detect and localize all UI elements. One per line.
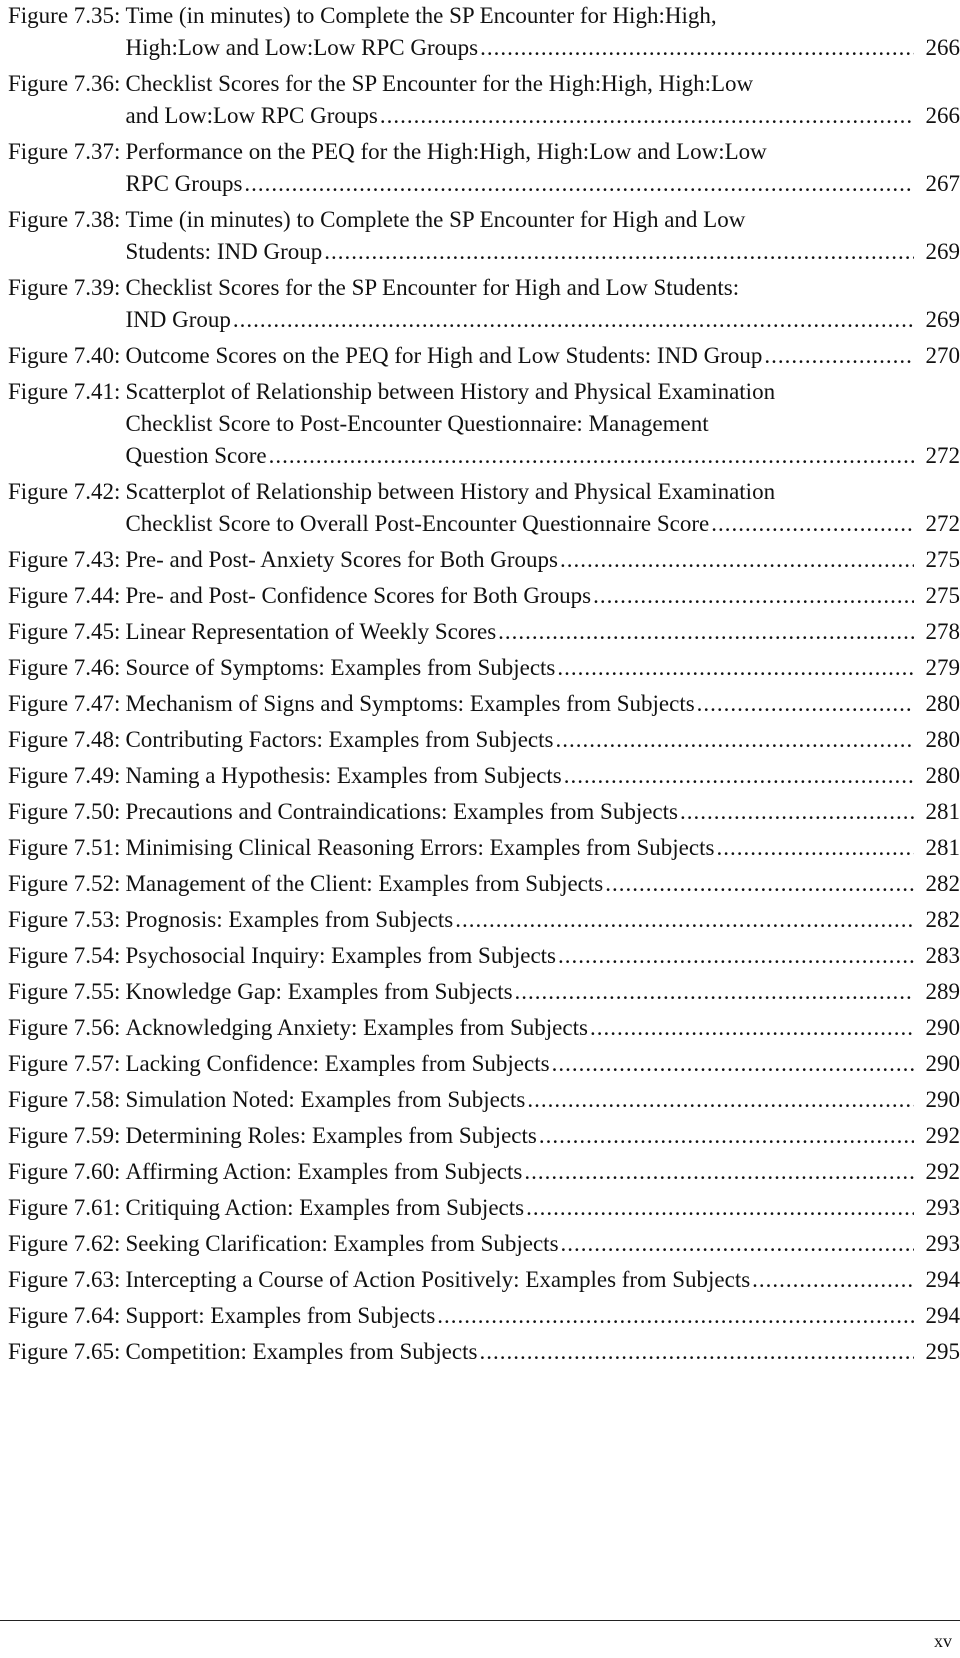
caption-line: Outcome Scores on the PEQ for High and Low Students: IND Group — [125, 343, 763, 368]
caption-last-line — [125, 724, 960, 756]
footer-divider — [0, 1620, 960, 1621]
page-reference[interactable]: 272 — [925, 443, 960, 468]
caption-line: Scatterplot of Relationship between History and Physical Examination — [125, 479, 776, 504]
dot-leader — [552, 1048, 914, 1080]
caption-line: High:Low and Low:Low RPC Groups — [125, 35, 479, 60]
dot-leader — [244, 168, 914, 200]
toc-entry[interactable] — [8, 832, 960, 864]
figure-label: Figure 7.43: — [8, 547, 121, 572]
dot-leader — [590, 1012, 914, 1044]
page-reference[interactable]: 289 — [925, 979, 960, 1004]
dot-leader — [233, 304, 914, 336]
toc-entry[interactable] — [8, 904, 960, 936]
toc-entry[interactable] — [8, 616, 960, 648]
figure-label: Figure 7.52: — [8, 871, 121, 896]
figure-caption — [125, 1012, 960, 1044]
figure-caption — [125, 1300, 960, 1332]
caption-line: Lacking Confidence: Examples from Subjects — [125, 1051, 550, 1076]
caption-line: Time (in minutes) to Complete the SP Encounter for High:High, — [125, 3, 717, 28]
toc-entry[interactable] — [8, 940, 960, 972]
figure-caption — [125, 376, 960, 472]
caption-line: Minimising Clinical Reasoning Errors: Examples from Subjects — [125, 835, 715, 860]
page-reference[interactable]: 290 — [925, 1051, 960, 1076]
figure-label: Figure 7.45: — [8, 619, 121, 644]
figure-label: Figure 7.56: — [8, 1015, 121, 1040]
caption-last-line — [125, 1048, 960, 1080]
toc-entry[interactable] — [8, 1048, 960, 1080]
caption-line: Checklist Scores for the SP Encounter for High and Low Students: — [125, 275, 740, 300]
figure-caption — [125, 904, 960, 936]
dot-leader — [555, 724, 914, 756]
figure-label: Figure 7.46: — [8, 655, 121, 680]
figure-label: Figure 7.60: — [8, 1159, 121, 1184]
figure-caption — [125, 688, 960, 720]
page-reference[interactable]: 294 — [925, 1303, 960, 1328]
caption-line: Question Score — [125, 443, 267, 468]
toc-entry[interactable] — [8, 476, 960, 540]
page-reference[interactable]: 282 — [925, 871, 960, 896]
caption-line: Checklist Score to Post-Encounter Questionnaire: Management — [125, 411, 709, 436]
caption-last-line — [125, 616, 960, 648]
figure-caption — [125, 1048, 960, 1080]
caption-line: Seeking Clarification: Examples from Subjects — [125, 1231, 559, 1256]
figure-caption — [125, 796, 960, 828]
caption-line: Scatterplot of Relationship between History and Physical Examination — [125, 379, 776, 404]
figure-caption — [125, 652, 960, 684]
caption-last-line — [125, 340, 960, 372]
page-reference[interactable]: 283 — [925, 943, 960, 968]
dot-leader — [437, 1300, 914, 1332]
page-reference[interactable]: 290 — [925, 1087, 960, 1112]
figure-label: Figure 7.41: — [8, 379, 121, 404]
figure-caption — [125, 760, 960, 792]
figure-caption — [125, 544, 960, 576]
page-reference[interactable]: 292 — [925, 1159, 960, 1184]
caption-last-line — [125, 652, 960, 684]
figure-caption — [125, 0, 960, 64]
caption-last-line — [125, 544, 960, 576]
toc-entry[interactable] — [8, 1264, 960, 1296]
page-number: xv — [934, 1631, 952, 1651]
caption-line: Management of the Client: Examples from Subjects — [125, 871, 604, 896]
figure-caption — [125, 580, 960, 612]
page-reference[interactable]: 294 — [925, 1267, 960, 1292]
page-reference[interactable]: 290 — [925, 1015, 960, 1040]
dot-leader — [539, 1120, 914, 1152]
figure-label: Figure 7.57: — [8, 1051, 121, 1076]
toc-entry[interactable] — [8, 544, 960, 576]
figure-caption — [125, 616, 960, 648]
page-reference[interactable]: 275 — [925, 547, 960, 572]
dot-leader — [605, 868, 914, 900]
dot-leader — [480, 32, 914, 64]
caption-last-line — [125, 904, 960, 936]
toc-entry[interactable] — [8, 796, 960, 828]
caption-last-line — [125, 688, 960, 720]
caption-line: Pre- and Post- Anxiety Scores for Both Groups — [125, 547, 558, 572]
figure-label: Figure 7.62: — [8, 1231, 121, 1256]
caption-last-line — [125, 796, 960, 828]
figure-label: Figure 7.50: — [8, 799, 121, 824]
toc-entry[interactable] — [8, 1336, 960, 1368]
dot-leader — [515, 976, 914, 1008]
dot-leader — [558, 940, 914, 972]
caption-line: Performance on the PEQ for the High:High, High:Low and Low:Low — [125, 139, 767, 164]
figure-caption — [125, 1084, 960, 1116]
dot-leader — [527, 1084, 914, 1116]
page-reference[interactable]: 275 — [925, 583, 960, 608]
toc-entry[interactable] — [8, 204, 960, 268]
dot-leader — [716, 832, 914, 864]
caption-line: Precautions and Contraindications: Examples from Subjects — [125, 799, 678, 824]
figure-label: Figure 7.51: — [8, 835, 121, 860]
dot-leader — [752, 1264, 914, 1296]
page-reference[interactable]: 282 — [925, 907, 960, 932]
figure-caption — [125, 1120, 960, 1152]
toc-entry[interactable] — [8, 724, 960, 756]
caption-line: Pre- and Post- Confidence Scores for Both Groups — [125, 583, 592, 608]
toc-entry[interactable] — [8, 976, 960, 1008]
figure-label: Figure 7.53: — [8, 907, 121, 932]
caption-last-line — [125, 508, 960, 540]
figure-caption — [125, 68, 960, 132]
figure-caption — [125, 976, 960, 1008]
figure-caption — [125, 204, 960, 268]
toc-entry[interactable] — [8, 0, 960, 64]
caption-last-line — [125, 1156, 960, 1188]
dot-leader — [455, 904, 914, 936]
figure-caption — [125, 340, 960, 372]
toc-entry[interactable] — [8, 1156, 960, 1188]
page-reference[interactable]: 280 — [925, 691, 960, 716]
page-reference[interactable]: 281 — [925, 799, 960, 824]
caption-line: Affirming Action: Examples from Subjects — [125, 1159, 523, 1184]
toc-entry[interactable] — [8, 136, 960, 200]
dot-leader — [711, 508, 914, 540]
toc-entry[interactable] — [8, 652, 960, 684]
caption-line: Time (in minutes) to Complete the SP Encounter for High and Low — [125, 207, 746, 232]
dot-leader — [561, 1228, 914, 1260]
page-reference[interactable]: 280 — [925, 727, 960, 752]
toc-entry[interactable] — [8, 1012, 960, 1044]
toc-entry[interactable] — [8, 868, 960, 900]
caption-last-line — [125, 1300, 960, 1332]
caption-last-line — [125, 1336, 960, 1368]
caption-last-line — [125, 32, 960, 64]
caption-line: Determining Roles: Examples from Subjects — [125, 1123, 537, 1148]
dot-leader — [380, 100, 914, 132]
figure-label: Figure 7.58: — [8, 1087, 121, 1112]
page-reference[interactable]: 281 — [925, 835, 960, 860]
page-reference[interactable]: 267 — [925, 171, 960, 196]
page-reference[interactable]: 278 — [925, 619, 960, 644]
figure-label: Figure 7.48: — [8, 727, 121, 752]
dot-leader — [697, 688, 914, 720]
caption-line: Psychosocial Inquiry: Examples from Subjects — [125, 943, 556, 968]
caption-line: Intercepting a Course of Action Positively: Examples from Subjects — [125, 1267, 751, 1292]
dot-leader — [764, 340, 914, 372]
toc-entry[interactable] — [8, 68, 960, 132]
figure-label: Figure 7.59: — [8, 1123, 121, 1148]
figure-caption — [125, 1192, 960, 1224]
caption-line: Support: Examples from Subjects — [125, 1303, 436, 1328]
figure-caption — [125, 832, 960, 864]
figure-label: Figure 7.39: — [8, 275, 121, 300]
toc-entry[interactable] — [8, 272, 960, 336]
figure-label: Figure 7.36: — [8, 71, 121, 96]
figure-caption — [125, 1228, 960, 1260]
caption-last-line — [125, 940, 960, 972]
figure-label: Figure 7.44: — [8, 583, 121, 608]
page-reference[interactable]: 293 — [925, 1231, 960, 1256]
caption-line: and Low:Low RPC Groups — [125, 103, 378, 128]
caption-line: Contributing Factors: Examples from Subjects — [125, 727, 554, 752]
figure-label: Figure 7.61: — [8, 1195, 121, 1220]
page-reference[interactable]: 279 — [925, 655, 960, 680]
caption-last-line — [125, 580, 960, 612]
caption-last-line — [125, 304, 960, 336]
toc-entry[interactable] — [8, 340, 960, 372]
list-of-figures — [8, 0, 960, 1368]
page-reference[interactable]: 266 — [925, 35, 960, 60]
caption-line: Students: IND Group — [125, 239, 323, 264]
caption-last-line — [125, 236, 960, 268]
page-reference[interactable]: 295 — [925, 1339, 960, 1364]
figure-caption — [125, 136, 960, 200]
figure-caption — [125, 1156, 960, 1188]
dot-leader — [269, 440, 914, 472]
dot-leader — [324, 236, 914, 268]
page-reference[interactable]: 280 — [925, 763, 960, 788]
figure-caption — [125, 940, 960, 972]
caption-line: Source of Symptoms: Examples from Subjects — [125, 655, 556, 680]
caption-line: Checklist Score to Overall Post-Encounter Questionnaire Score — [125, 511, 710, 536]
caption-last-line — [125, 1192, 960, 1224]
figure-label: Figure 7.54: — [8, 943, 121, 968]
caption-line: IND Group — [125, 307, 231, 332]
figure-caption — [125, 272, 960, 336]
caption-line: Linear Representation of Weekly Scores — [125, 619, 497, 644]
page-reference[interactable]: 270 — [925, 343, 960, 368]
toc-entry[interactable] — [8, 1300, 960, 1332]
caption-line: Simulation Noted: Examples from Subjects — [125, 1087, 526, 1112]
dot-leader — [560, 544, 914, 576]
caption-line: Naming a Hypothesis: Examples from Subjects — [125, 763, 562, 788]
toc-entry[interactable] — [8, 1228, 960, 1260]
page-reference[interactable]: 269 — [925, 239, 960, 264]
toc-entry[interactable] — [8, 580, 960, 612]
toc-entry[interactable] — [8, 376, 960, 472]
caption-last-line — [125, 760, 960, 792]
page-reference[interactable]: 272 — [925, 511, 960, 536]
caption-last-line — [125, 100, 960, 132]
figure-label: Figure 7.63: — [8, 1267, 121, 1292]
figure-label: Figure 7.40: — [8, 343, 121, 368]
dot-leader — [593, 580, 914, 612]
page-reference[interactable]: 269 — [925, 307, 960, 332]
figure-label: Figure 7.35: — [8, 3, 121, 28]
caption-line: Checklist Scores for the SP Encounter for the High:High, High:Low — [125, 71, 754, 96]
caption-last-line — [125, 1120, 960, 1152]
dot-leader — [557, 652, 914, 684]
toc-entry[interactable] — [8, 1084, 960, 1116]
page-reference[interactable]: 266 — [925, 103, 960, 128]
toc-entry[interactable] — [8, 760, 960, 792]
figure-label: Figure 7.47: — [8, 691, 121, 716]
caption-line: Prognosis: Examples from Subjects — [125, 907, 454, 932]
toc-entry[interactable] — [8, 1120, 960, 1152]
caption-line: Competition: Examples from Subjects — [125, 1339, 478, 1364]
page-reference[interactable]: 293 — [925, 1195, 960, 1220]
figure-label: Figure 7.37: — [8, 139, 121, 164]
caption-last-line — [125, 1264, 960, 1296]
figure-label: Figure 7.65: — [8, 1339, 121, 1364]
dot-leader — [479, 1336, 914, 1368]
caption-line: Critiquing Action: Examples from Subjects — [125, 1195, 525, 1220]
caption-last-line — [125, 868, 960, 900]
figure-label: Figure 7.55: — [8, 979, 121, 1004]
caption-last-line — [125, 1012, 960, 1044]
dot-leader — [498, 616, 914, 648]
caption-last-line — [125, 168, 960, 200]
caption-line: Mechanism of Signs and Symptoms: Examples from Subjects — [125, 691, 695, 716]
figure-label: Figure 7.42: — [8, 479, 121, 504]
figure-caption — [125, 476, 960, 540]
toc-entry[interactable] — [8, 1192, 960, 1224]
dot-leader — [564, 760, 914, 792]
caption-last-line — [125, 440, 960, 472]
figure-caption — [125, 724, 960, 756]
figure-label: Figure 7.38: — [8, 207, 121, 232]
dot-leader — [524, 1156, 914, 1188]
caption-last-line — [125, 1228, 960, 1260]
caption-line: Knowledge Gap: Examples from Subjects — [125, 979, 513, 1004]
caption-line: Acknowledging Anxiety: Examples from Subjects — [125, 1015, 588, 1040]
page-reference[interactable]: 292 — [925, 1123, 960, 1148]
toc-entry[interactable] — [8, 688, 960, 720]
figure-label: Figure 7.49: — [8, 763, 121, 788]
caption-line: RPC Groups — [125, 171, 243, 196]
figure-caption — [125, 868, 960, 900]
figure-label: Figure 7.64: — [8, 1303, 121, 1328]
dot-leader — [680, 796, 914, 828]
caption-last-line — [125, 1084, 960, 1116]
figure-caption — [125, 1336, 960, 1368]
dot-leader — [526, 1192, 914, 1224]
caption-last-line — [125, 832, 960, 864]
caption-last-line — [125, 976, 960, 1008]
figure-caption — [125, 1264, 960, 1296]
